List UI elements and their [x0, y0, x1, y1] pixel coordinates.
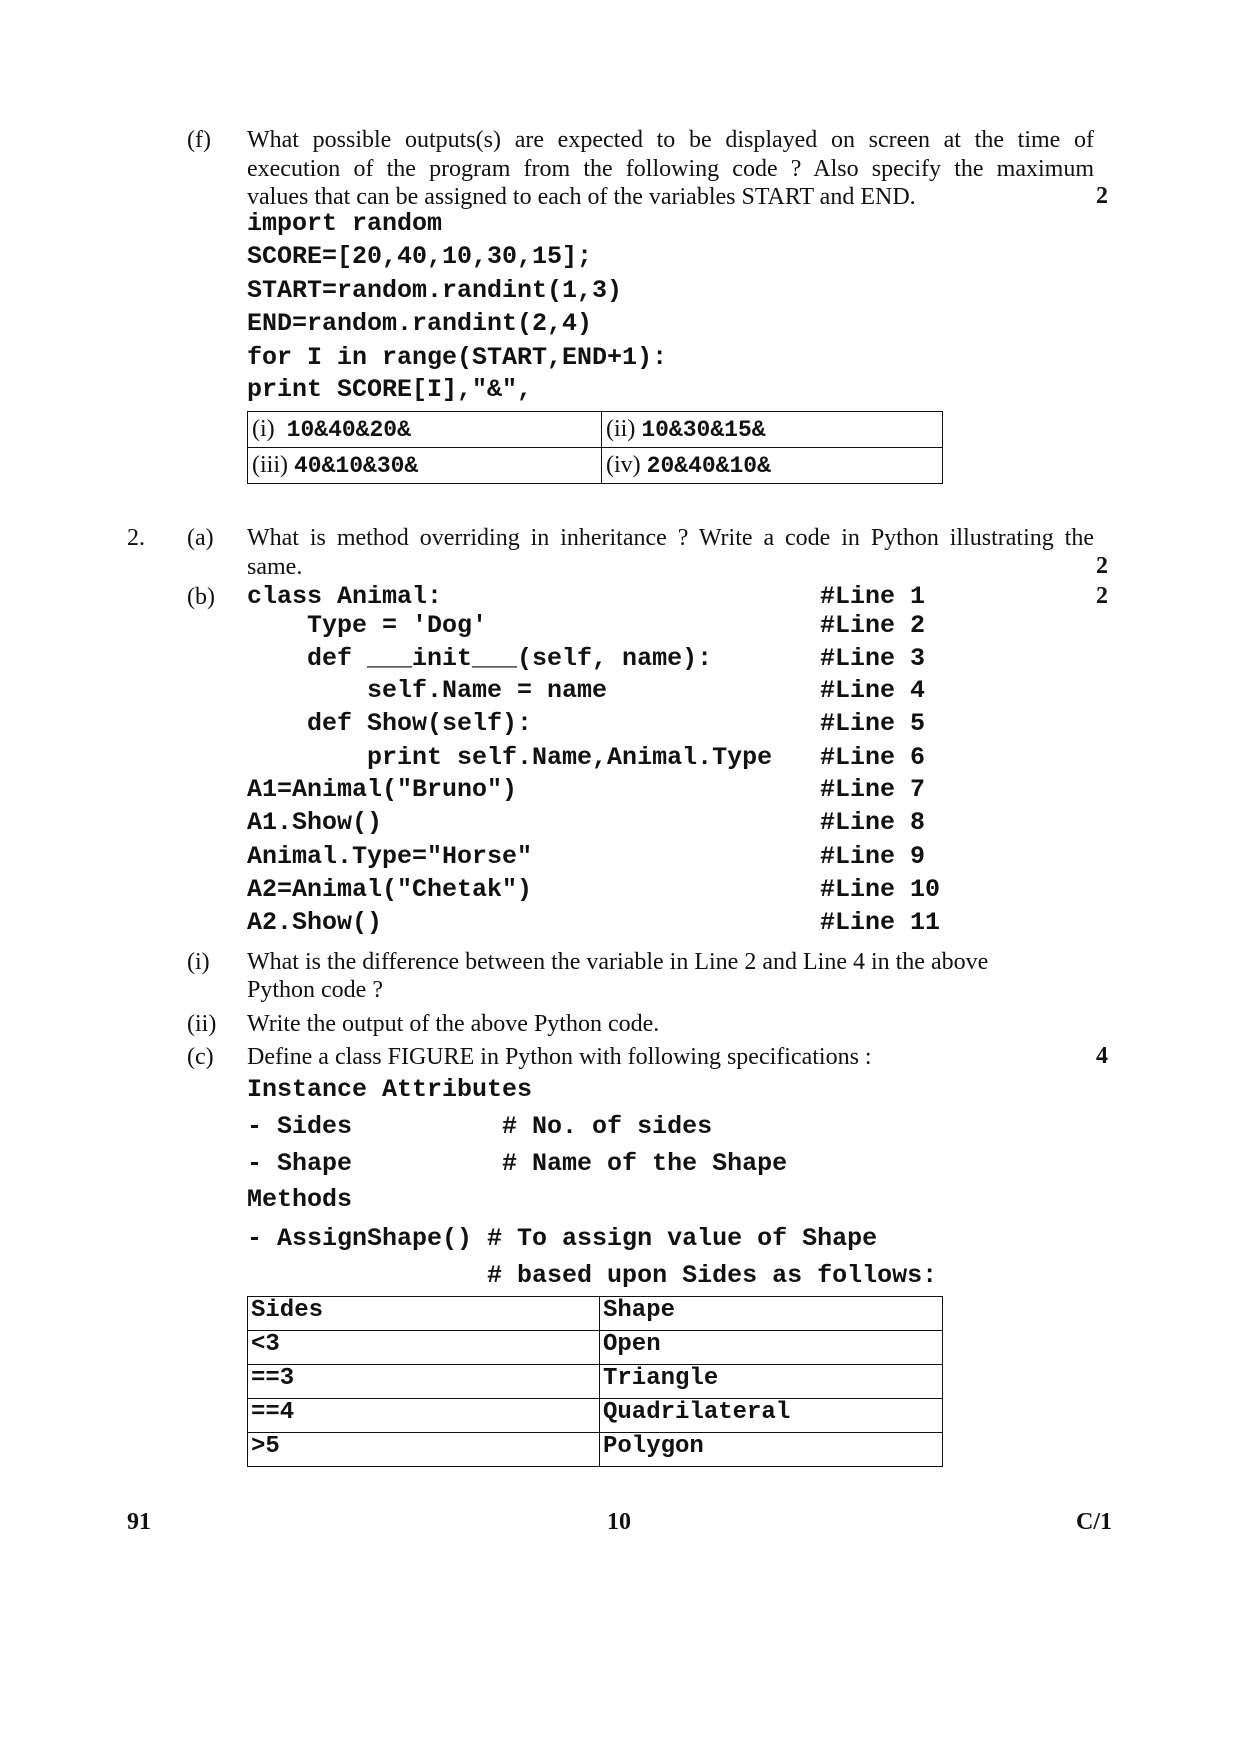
code-line: def ___init___(self, name): — [247, 644, 713, 673]
question-text-line: What possible outputs(s) are expected to be displayed on screen at the time of — [247, 127, 1094, 153]
table-cell: ==3 — [248, 1365, 600, 1399]
question-text-line: execution of the program from the following code ? Also specify the maximum — [247, 156, 1094, 182]
option-ii: (ii) 10&30&15& — [602, 412, 943, 448]
question-text-line: same. — [247, 554, 303, 580]
table-cell: Quadrilateral — [600, 1399, 943, 1433]
code-line: - Sides # No. of sides — [247, 1112, 713, 1141]
code-line: A1.Show() — [247, 808, 383, 837]
line-comment: #Line 2 — [820, 611, 926, 640]
question-label-c: (c) — [187, 1044, 214, 1070]
code-line: A2.Show() — [247, 908, 383, 937]
question-label-f: (f) — [187, 127, 211, 153]
question-text-line: values that can be assigned to each of the variables START and END. — [247, 184, 916, 210]
option-iv: (iv) 20&40&10& — [602, 448, 943, 484]
code-line: # based upon Sides as follows: — [247, 1261, 938, 1290]
marks: 2 — [1096, 583, 1108, 609]
code-line: - Shape # Name of the Shape — [247, 1149, 788, 1178]
table-cell: <3 — [248, 1331, 600, 1365]
marks: 4 — [1096, 1043, 1108, 1069]
question-label-a: (a) — [187, 525, 214, 551]
shape-table — [247, 1296, 943, 1467]
header-sides: Sides — [248, 1297, 600, 1331]
code-line: print self.Name,Animal.Type — [247, 743, 773, 772]
line-comment: #Line 7 — [820, 775, 926, 804]
code-line: class Animal: — [247, 582, 443, 611]
line-comment: #Line 1 — [820, 582, 926, 611]
table-cell: Triangle — [600, 1365, 943, 1399]
marks: 2 — [1096, 553, 1108, 579]
marks: 2 — [1096, 183, 1108, 209]
table-cell: Open — [600, 1331, 943, 1365]
option-iii: (iii) 40&10&30& — [248, 448, 602, 484]
line-comment: #Line 3 — [820, 644, 926, 673]
question-label-bii: (ii) — [187, 1011, 217, 1037]
line-comment: #Line 11 — [820, 908, 941, 937]
code-line: END=random.randint(2,4) — [247, 309, 593, 338]
code-line: import random — [247, 209, 443, 238]
code-line: Instance Attributes — [247, 1075, 533, 1104]
line-comment: #Line 9 — [820, 842, 926, 871]
question-text: Define a class FIGURE in Python with following specifications : — [247, 1044, 872, 1070]
question-text-line: Python code ? — [247, 977, 383, 1003]
line-comment: #Line 10 — [820, 875, 941, 904]
code-line: Animal.Type="Horse" — [247, 842, 533, 871]
code-line: Methods — [247, 1185, 353, 1214]
table-cell: Polygon — [600, 1433, 943, 1467]
code-line: A2=Animal("Chetak") — [247, 875, 533, 904]
code-line: A1=Animal("Bruno") — [247, 775, 518, 804]
code-line: def Show(self): — [247, 709, 533, 738]
question-number: 2. — [127, 525, 145, 551]
question-label-bi: (i) — [187, 949, 210, 975]
line-comment: #Line 4 — [820, 676, 926, 705]
code-line: - AssignShape() # To assign value of Shape — [247, 1224, 878, 1253]
code-line: Type = 'Dog' — [247, 611, 488, 640]
header-shape: Shape — [600, 1297, 943, 1331]
footer-set: C/1 — [1076, 1509, 1112, 1535]
options-table — [247, 411, 943, 484]
line-comment: #Line 8 — [820, 808, 926, 837]
code-line: for I in range(START,END+1): — [247, 343, 668, 372]
page-number: 10 — [607, 1509, 631, 1535]
question-text-line: What is method overriding in inheritance ? Write a code in Python illustrating the — [247, 525, 1094, 551]
code-line: self.Name = name — [247, 676, 608, 705]
code-line: SCORE=[20,40,10,30,15]; — [247, 242, 593, 271]
code-line: START=random.randint(1,3) — [247, 276, 623, 305]
code-line: print SCORE[I],"&", — [247, 375, 533, 404]
option-i: (i) 10&40&20& — [248, 412, 602, 448]
question-text: Write the output of the above Python code. — [247, 1011, 660, 1037]
table-cell: ==4 — [248, 1399, 600, 1433]
question-text-line: What is the difference between the variable in Line 2 and Line 4 in the above — [247, 949, 989, 975]
line-comment: #Line 5 — [820, 709, 926, 738]
line-comment: #Line 6 — [820, 743, 926, 772]
table-cell: >5 — [248, 1433, 600, 1467]
footer-code: 91 — [127, 1509, 151, 1535]
question-label-b: (b) — [187, 584, 215, 610]
